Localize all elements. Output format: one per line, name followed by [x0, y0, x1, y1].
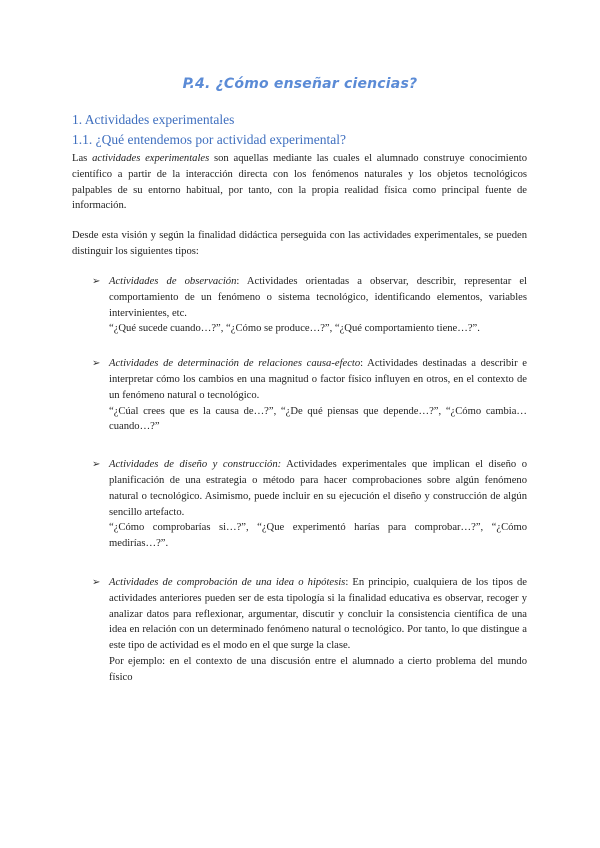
arrow-bullet-icon: ➢: [92, 358, 101, 370]
intro-post: son aquellas mediante las cuales el alumnado construye conocimiento científico a partir de la interacción directa con los fenómenos naturales y los objetos tecnológicos palpables de su entorno habitual, por tanto, con la propia realidad física como principal fuente de información.: [72, 153, 527, 212]
item-text: [109, 274, 527, 321]
item-example: “¿Cúal crees que es la causa de…?”, “¿De qué piensas que depende…?”, “¿Cómo cambia… cuando…?”: [109, 405, 527, 433]
item-text: [109, 457, 527, 520]
item-example: “¿Cómo comprobarías si…?”, “¿Que experimentó harías para comprobar…?”, “¿Cómo medirías…?”.: [109, 522, 527, 550]
section-heading: 1. Actividades experimentales: [72, 112, 235, 127]
subsection-heading: 1.1. ¿Qué entendemos por actividad experimental?: [72, 132, 347, 147]
arrow-bullet-icon: ➢: [92, 576, 101, 588]
list-item-diseno: [92, 457, 527, 552]
types-paragraph: Desde esta visión y según la finalidad didáctica perseguida con las actividades experimentales, se pueden distinguir los siguientes tipos:: [72, 230, 527, 257]
item-desc: Actividades experimentales que implican el diseño o planificación de una estrategia o método para hacer comprobaciones sobre algún fenómeno natural o tecnológico. Asimismo, puede incluir en su ejecución el diseño y construcción de algún sencillo artefacto.: [109, 459, 528, 518]
arrow-bullet-icon: ➢: [92, 459, 101, 471]
intro-term: actividades experimentales: [92, 153, 210, 164]
item-desc: : En principio, cualquiera de los tipos de actividades anteriores pueden ser de esta tipología si la finalidad educativa es observar, recoger y analizar datos para reflexionar, argumentar, discutir y concluir la consistencia científica de una idea en relación con un determinado fenómeno natural o tecnológico. Por tanto, lo que distingue a este tipo de actividad es el modo en el que surge la clase.: [109, 576, 527, 652]
item-term: Actividades de comprobación de una idea o hipótesis: [109, 576, 346, 588]
page-title: P.4. ¿Cómo enseñar ciencias?: [182, 76, 418, 92]
item-example: “¿Qué sucede cuando…?”, “¿Cómo se produce…?”, “¿Qué comportamiento tiene…?”.: [109, 323, 480, 335]
item-text: [109, 575, 527, 654]
item-term: Actividades de determinación de relaciones causa-efecto: [109, 358, 361, 370]
activity-types-list: [92, 274, 527, 705]
intro-paragraph: [72, 151, 527, 214]
item-example: Por ejemplo: en el contexto de una discusión entre el alumnado a cierto problema del mundo físico: [109, 655, 527, 683]
item-term: Actividades de diseño y construcción:: [109, 459, 282, 471]
item-term: Actividades de observación: [109, 276, 237, 287]
item-text: [109, 356, 527, 403]
item-desc: : Actividades destinadas a describir e interpretar cómo los cambios en una magnitud o factor físico influyen en otros, en el contexto de un fenómeno natural o tecnológico.: [109, 358, 528, 401]
arrow-bullet-icon: ➢: [92, 276, 101, 287]
list-item-observacion: [92, 274, 527, 337]
list-item-hipotesis: [92, 575, 527, 686]
item-desc: : Actividades orientadas a observar, describir, representar el comportamiento de un fenómeno o sistema tecnológico, identificando elementos, variables intervinientes, etc.: [109, 276, 527, 319]
list-item-causa-efecto: [92, 356, 527, 435]
intro-pre: Las: [72, 153, 93, 164]
